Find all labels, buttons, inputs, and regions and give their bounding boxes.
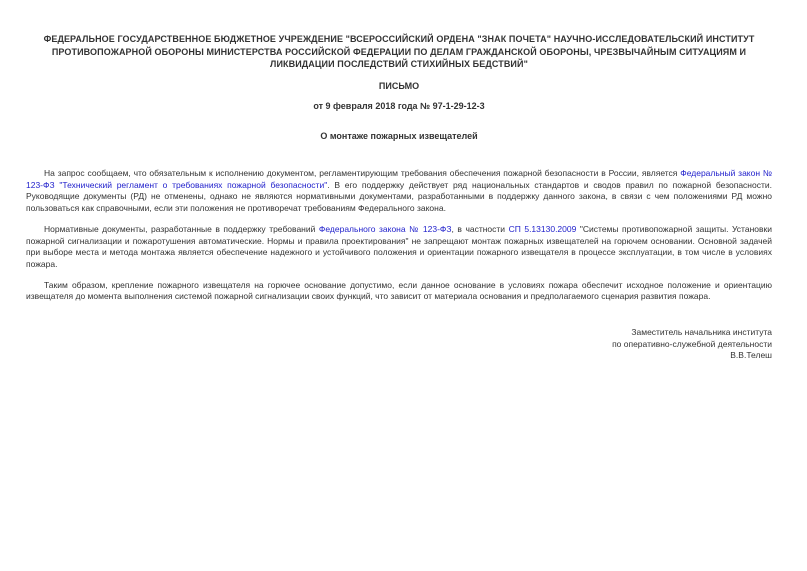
paragraph-1-text-b: . В его поддержку действует ряд национальных стандартов и сводов правил по пожарной безопасности. Руководящие документы (РД) не отменены, однако не являются нормативными документами, разработанными в поддержку данного закона, в связи с чем положениями РД можно пользоваться как справочными, если эти положения не противоречат требованиям Федерального закона. xyxy=(26,179,772,214)
paragraph-2-text-b: , в частности xyxy=(451,223,509,234)
paragraph-2-text-a: Нормативные документы, разработанные в поддержку требований xyxy=(44,223,319,234)
signature-position-line-1: Заместитель начальника института xyxy=(631,327,772,338)
link-federal-law-123-fz-2[interactable]: Федерального закона № 123-ФЗ xyxy=(318,223,452,234)
document-type-title: ПИСЬМО xyxy=(378,80,420,91)
link-federal-law-123-fz[interactable]: Федеральный закон № 123-ФЗ "Технический регламент о требованиях пожарной безопасности" xyxy=(26,168,772,190)
paragraph-1 xyxy=(26,168,772,215)
document-date-number: от 9 февраля 2018 года № 97-1-29-12-3 xyxy=(313,101,485,111)
document-header: ФЕДЕРАЛЬНОЕ ГОСУДАРСТВЕННОЕ БЮДЖЕТНОЕ УЧРЕЖДЕНИЕ "ВСЕРОССИЙСКИЙ ОРДЕНА "ЗНАК ПОЧЕТА" НАУЧНО-ИССЛЕДОВАТЕЛЬСКИЙ ИНСТИТУТ ПРОТИВОПОЖАРНОЙ ОБОРОНЫ МИНИСТЕРСТВА РОССИЙСКОЙ ФЕДЕРАЦИИ ПО ДЕЛАМ ГРАЖДАНСКОЙ ОБОРОНЫ, ЧРЕЗВЫЧАЙНЫМ СИТУАЦИЯМ И ЛИКВИДАЦИИ ПОСЛЕДСТВИЙ СТИХИЙНЫХ БЕДСТВИЙ" xyxy=(43,34,755,69)
signature-position-line-2: по оперативно-служебной деятельности xyxy=(612,338,772,349)
paragraph-2 xyxy=(26,224,772,271)
paragraph-3-text: Таким образом, крепление пожарного извещателя на горючее основание допустимо, если данное основание в условиях пожара обеспечит исходное положение и ориентацию извещателя до момента выполнения системой пожарной сигнализации своих функций, что зависит от материала основания и предполагаемого сценария развития пожара. xyxy=(26,279,772,302)
paragraph-2-text-c: "Системы противопожарной защиты. Установки пожарной сигнализации и пожаротушения автоматические. Нормы и правила проектирования" не запрещают монтаж пожарных извещателей на горючем основании. Основной задачей при выборе места и метода монтажа является обеспечение надежного и устойчивого положения и ориентации пожарного извещателя в процессе эксплуатации, в том числе в условиях пожара. xyxy=(26,223,772,269)
paragraph-1-text-a: На запрос сообщаем, что обязательным к исполнению документом, регламентирующим требования обеспечения пожарной безопасности в России, является xyxy=(44,168,681,178)
link-sp-5-13130-2009[interactable]: СП 5.13130.2009 xyxy=(508,223,577,234)
paragraph-3 xyxy=(26,280,772,303)
signature-block xyxy=(26,327,772,362)
signature-name: В.В.Телеш xyxy=(730,350,772,361)
document-subject: О монтаже пожарных извещателей xyxy=(320,130,478,141)
